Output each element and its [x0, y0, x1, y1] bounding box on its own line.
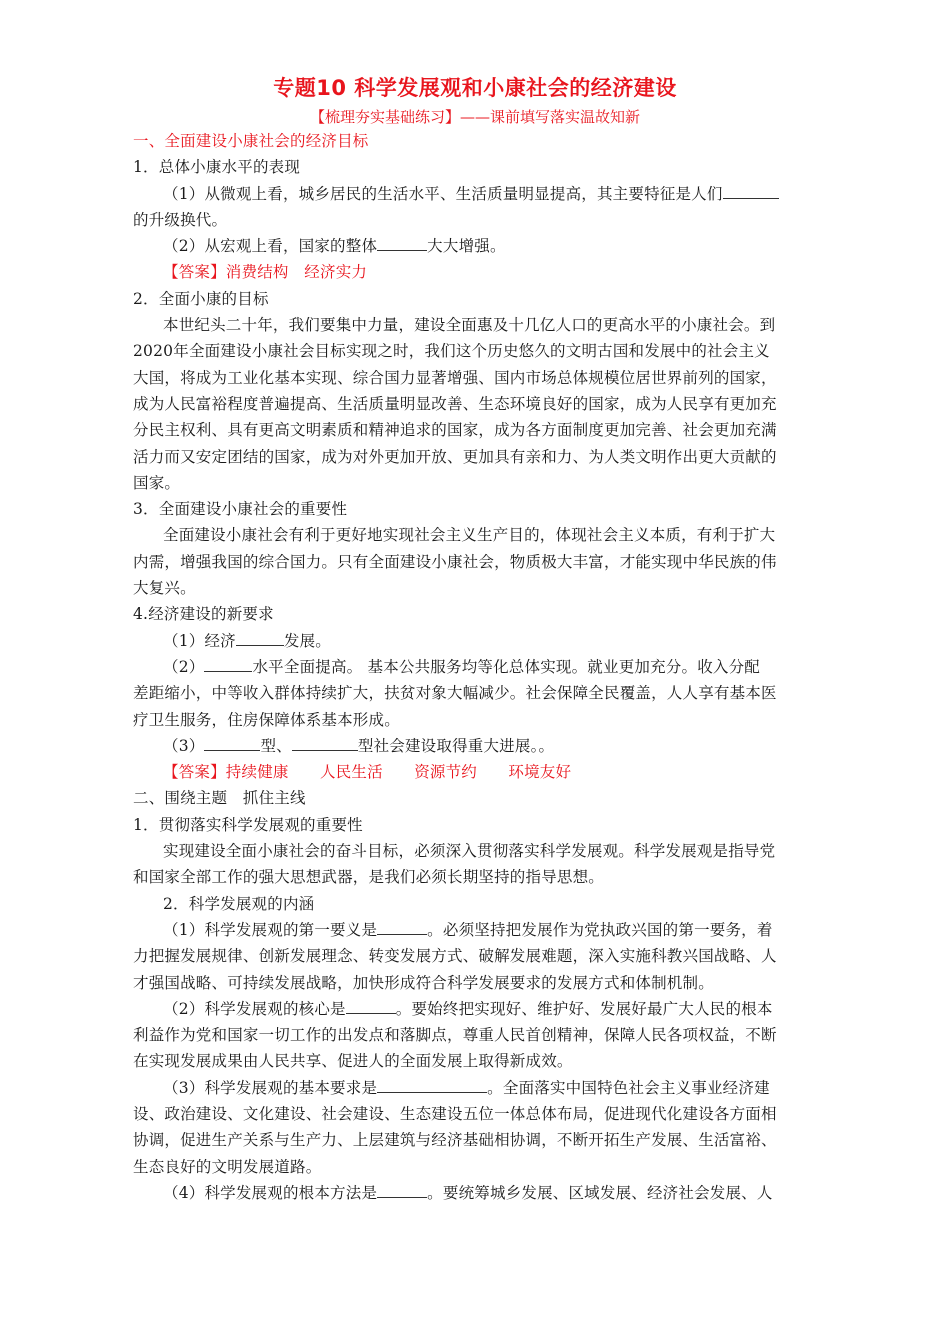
- document-body: [133, 128, 823, 1206]
- fill-blank[interactable]: [377, 1183, 427, 1198]
- fill-blank[interactable]: [292, 736, 358, 751]
- fill-blank[interactable]: [377, 920, 427, 935]
- paragraph-line: 本世纪头二十年，我们要集中力量，建设全面惠及十几亿人口的更高水平的小康社会。到: [163, 316, 776, 335]
- answer-line: 【答案】持续健康 人民生活 资源节约 环境友好: [163, 763, 572, 782]
- paragraph-line: 才强国战略、可持续发展战略，加快形成符合科学发展要求的发展方式和体制机制。: [133, 973, 714, 992]
- paragraph-line: 协调，促进生产关系与生产力、上层建筑与经济基础相协调，不断开拓生产发展、生活富裕、: [133, 1131, 777, 1150]
- subheading: 1．总体小康水平的表现: [133, 158, 301, 177]
- paragraph-line: 疗卫生服务，住房保障体系基本形成。: [133, 710, 400, 729]
- fill-blank[interactable]: [204, 736, 260, 751]
- paragraph-line: （1）经济 发展。: [163, 631, 331, 650]
- paragraph-line: 差距缩小，中等收入群体持续扩大，扶贫对象大幅减少。社会保障全民覆盖，人人享有基本医: [133, 684, 777, 703]
- paragraph-line: （2） 水平全面提高。 基本公共服务均等化总体实现。就业更加充分。收入分配: [163, 657, 760, 676]
- subheading: 4.经济建设的新要求: [133, 605, 274, 624]
- paragraph-line: 实现建设全面小康社会的奋斗目标，必须深入贯彻落实科学发展观。科学发展观是指导党: [163, 842, 776, 861]
- paragraph-line: （2）从宏观上看，国家的整体 大大增强。: [163, 237, 506, 256]
- paragraph-line: （3） 型、 型社会建设取得重大进展。。: [163, 736, 555, 755]
- paragraph-line: （3）科学发展观的基本要求是 。全面落实中国特色社会主义事业经济建: [163, 1078, 770, 1097]
- section-heading: 二、围绕主题 抓住主线: [133, 789, 306, 808]
- paragraph-line: 内需，增强我国的综合国力。只有全面建设小康社会，物质极大丰富，才能实现中华民族的伟: [133, 552, 777, 571]
- paragraph-line: 国家。: [133, 473, 181, 492]
- fill-blank[interactable]: [723, 184, 779, 199]
- subheading: 2．全面小康的目标: [133, 289, 269, 308]
- paragraph-line: 利益作为党和国家一切工作的出发点和落脚点，尊重人民首创精神，保障人民各项权益，不断: [133, 1026, 777, 1045]
- subheading: 3．全面建设小康社会的重要性: [133, 500, 348, 519]
- paragraph-line: （1）从微观上看，城乡居民的生活水平、生活质量明显提高，其主要特征是人们: [133, 181, 823, 207]
- document-subtitle: 【梳理夯实基础练习】——课前填写落实温故知新: [309, 108, 640, 126]
- paragraph-line: 大国，将成为工业化基本实现、综合国力显著增强、国内市场总体规模位居世界前列的国家，: [133, 368, 777, 387]
- paragraph-line: 分民主权利、具有更高文明素质和精神追求的国家，成为各方面制度更加完善、社会更加充满: [133, 421, 777, 440]
- subheading: 1．贯彻落实科学发展观的重要性: [133, 815, 363, 834]
- paragraph-line: 全面建设小康社会有利于更好地实现社会主义生产目的，体现社会主义本质，有利于扩大: [163, 526, 776, 545]
- fill-blank[interactable]: [377, 236, 427, 251]
- paragraph-line: 的升级换代。: [133, 210, 228, 229]
- paragraph-line: 大复兴。: [133, 579, 196, 598]
- subheading: 2．科学发展观的内涵: [163, 894, 315, 913]
- fill-blank[interactable]: [377, 1078, 487, 1093]
- fill-blank[interactable]: [346, 999, 396, 1014]
- document-title: 专题10 科学发展观和小康社会的经济建设: [273, 76, 677, 100]
- paragraph-line: （1）科学发展观的第一要义是 。必须坚持把发展作为党执政兴国的第一要务，着: [163, 920, 773, 939]
- paragraph-line: 在实现发展成果由人民共享、促进人的全面发展上取得新成效。: [133, 1052, 573, 1071]
- paragraph-line: 活力而又安定团结的国家，成为对外更加开放、更加具有亲和力、为人类文明作出更大贡献的: [133, 447, 777, 466]
- section-heading: 一、全面建设小康社会的经济目标: [133, 132, 369, 150]
- paragraph-line: 和国家全部工作的强大思想武器，是我们必须长期坚持的指导思想。: [133, 868, 605, 887]
- paragraph-line: （2）科学发展观的核心是 。要始终把实现好、维护好、发展好最广大人民的根本: [163, 999, 773, 1018]
- paragraph-line: 生态良好的文明发展道路。: [133, 1157, 322, 1176]
- answer-line: 【答案】消费结构 经济实力: [163, 263, 368, 282]
- paragraph-line: 2020年全面建设小康社会目标实现之时，我们这个历史悠久的文明古国和发展中的社会主义: [133, 342, 770, 361]
- paragraph-line: 设、政治建设、文化建设、社会建设、生态建设五位一体总体布局，促进现代化建设各方面相: [133, 1104, 777, 1123]
- paragraph-line: 力把握发展规律、创新发展理念、转变发展方式、破解发展难题，深入实施科教兴国战略、人: [133, 947, 777, 966]
- paragraph-line: 成为人民富裕程度普遍提高、生活质量明显改善、生态环境良好的国家，成为人民享有更加充: [133, 394, 777, 413]
- fill-blank[interactable]: [204, 657, 252, 672]
- paragraph-line: （4）科学发展观的根本方法是 。要统筹城乡发展、区域发展、经济社会发展、人: [163, 1183, 773, 1202]
- fill-blank[interactable]: [236, 631, 284, 646]
